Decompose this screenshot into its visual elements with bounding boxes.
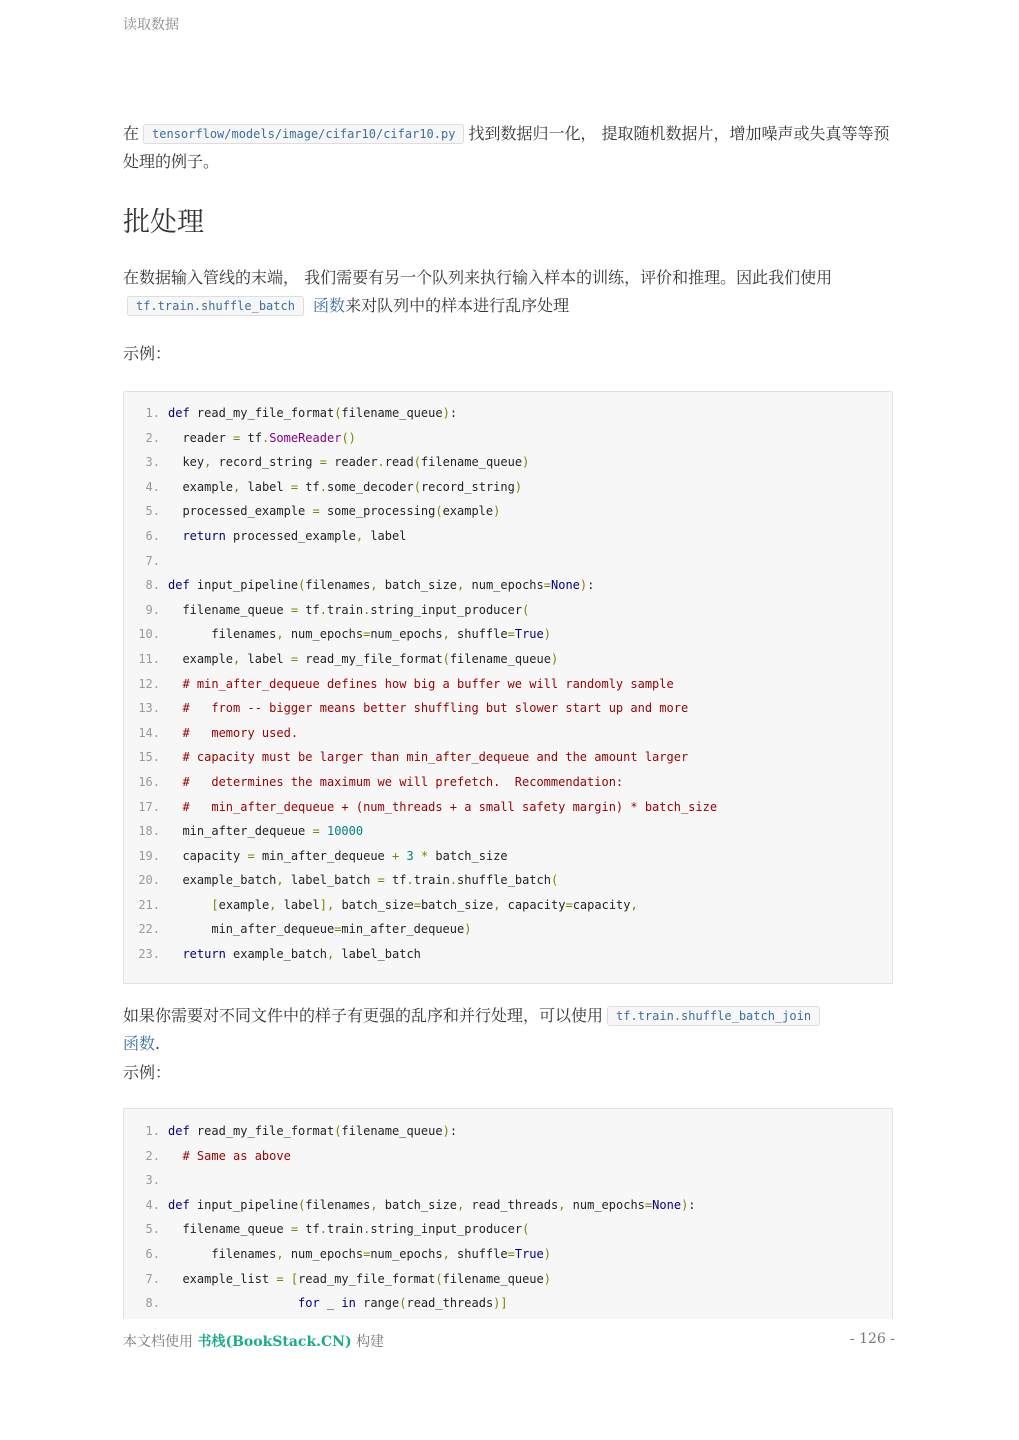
code-text: # memory used. [182,725,299,740]
inline-code-shuffle-batch-join: tf.train.shuffle_batch_join [607,1006,820,1026]
code-line [124,475,892,500]
code-text: example_batch, label_batch = tf.train.shuffle_batch( [168,873,559,888]
code-text: processed_example = some_processing(example) [168,504,501,519]
code-text: reader = tf.SomeReader() [168,430,356,445]
join-para-suffix: . [155,1034,161,1053]
code-line [124,499,892,524]
code-line [124,573,892,598]
code-text: example, label = tf.some_decoder(record_string) [168,479,523,494]
code-line [124,1144,892,1169]
code-text: example, label = read_my_file_format(filename_queue) [168,651,559,666]
code-text: for _ in range(read_threads)] [298,1296,508,1311]
footer-brand-link[interactable]: 书栈(BookStack.CN) [197,1334,352,1350]
line-number: 3. [145,455,160,470]
line-number: 23. [138,947,160,962]
code-line [124,549,892,574]
inline-code-shuffle-batch: tf.train.shuffle_batch [127,296,304,316]
code-line [124,1242,892,1267]
code-line [124,942,892,967]
code-line [124,1267,892,1292]
code-text: return processed_example, label [182,528,407,543]
code-line [124,598,892,623]
code-text: def input_pipeline(filenames, batch_size, num_epochs=None): [168,578,595,593]
code-text: # determines the maximum we will prefetch. Recommendation: [182,774,624,789]
code-line [124,672,892,697]
code-line [124,1193,892,1218]
function-link[interactable]: 函数 [313,296,346,315]
line-number: 12. [138,676,160,691]
code-text: min_after_dequeue = 10000 [168,824,364,839]
code-line [124,795,892,820]
inline-code-path: tensorflow/models/image/cifar10/cifar10.py [143,124,464,144]
code-line [124,1217,892,1242]
line-number: 15. [138,750,160,765]
line-number: 1. [145,406,160,420]
join-paragraph [123,1002,895,1058]
line-number: 13. [138,701,160,716]
example-label: 示例： [123,344,172,363]
line-number: 16. [138,774,160,789]
code-line [124,401,892,426]
code-line [124,844,892,869]
page-number: - 126 - [849,1331,895,1347]
code-text: # from -- bigger means better shuffling but slower start up and more [182,701,689,716]
code-text: filenames, num_epochs=num_epochs, shuffle=True) [168,627,551,642]
code-line [124,721,892,746]
footer [123,1331,384,1351]
code-block-shuffle-batch [123,391,893,984]
code-line [124,893,892,918]
code-line [124,426,892,451]
intro-paragraph [123,120,895,176]
line-number: 4. [145,1197,160,1212]
code-text: def read_my_file_format(filename_queue): [168,1124,458,1138]
code-line [124,1291,892,1316]
line-number: 8. [145,578,160,593]
code-line [124,868,892,893]
code-line [124,696,892,721]
code-text: [example, label], batch_size=batch_size, capacity=capacity, [211,897,638,912]
code-line [124,770,892,795]
line-number: 6. [145,528,160,543]
code-text: return example_batch, label_batch [182,947,421,962]
line-number: 22. [138,922,160,937]
line-number: 2. [145,1148,160,1163]
line-number: 4. [145,479,160,494]
section-title: 批处理 [123,207,204,238]
line-number: 21. [138,897,160,912]
code-text: # Same as above [182,1148,291,1163]
line-number: 5. [145,1222,160,1237]
line-number: 9. [145,602,160,617]
code-line [124,622,892,647]
code-text: capacity = min_after_dequeue + 3 * batch_size [168,848,508,863]
intro-suffix: 找到数据归一化， 提取随机数据片，增加噪声或失真等等预处理的例子。 [123,124,890,171]
code-line [124,819,892,844]
function-link-join[interactable]: 函数 [123,1034,156,1053]
footer-suffix: 构建 [356,1334,385,1350]
code-text: example_list = [read_my_file_format(filename_queue) [168,1271,551,1286]
code-line [124,1168,892,1193]
code-line [124,647,892,672]
line-number: 10. [138,627,160,642]
code-text: def input_pipeline(filenames, batch_size, read_threads, num_epochs=None): [168,1197,696,1212]
code-text: min_after_dequeue=min_after_dequeue) [168,922,472,937]
line-number: 11. [138,651,160,666]
code-text: filename_queue = tf.train.string_input_producer( [168,602,530,617]
code-text: # min_after_dequeue defines how big a buffer we will randomly sample [182,676,674,691]
line-number: 17. [138,799,160,814]
code-block-shuffle-batch-join [123,1108,893,1319]
batch-paragraph [123,264,895,320]
line-number: 20. [138,873,160,888]
code-text: # min_after_dequeue + (num_threads + a small safety margin) * batch_size [182,799,718,814]
line-number: 7. [145,553,160,568]
batch-para-prefix: 在数据输入管线的末端， 我们需要有另一个队列来执行输入样本的训练，评价和推理。因此我们使用 [123,268,833,287]
code-text: key, record_string = reader.read(filename_queue) [168,455,530,470]
line-number: 5. [145,504,160,519]
line-number: 1. [145,1124,160,1138]
code-text: # capacity must be larger than min_after_dequeue and the amount larger [182,750,689,765]
line-number: 19. [138,848,160,863]
line-number: 2. [145,430,160,445]
intro-prefix: 在 [123,124,140,143]
batch-para-suffix: 来对队列中的样本进行乱序处理 [345,296,570,315]
code-text: filename_queue = tf.train.string_input_producer( [168,1222,530,1237]
code-line [124,450,892,475]
code-line [124,524,892,549]
code-line [124,917,892,942]
line-number: 6. [145,1246,160,1261]
example-label-2: 示例： [123,1063,172,1082]
footer-prefix: 本文档使用 [123,1334,193,1350]
code-line [124,1119,892,1144]
code-text: filenames, num_epochs=num_epochs, shuffle=True) [168,1246,551,1261]
line-number: 7. [145,1271,160,1286]
join-para-prefix: 如果你需要对不同文件中的样子有更强的乱序和并行处理，可以使用 [123,1006,604,1025]
line-number: 14. [138,725,160,740]
line-number: 18. [138,824,160,839]
running-header: 读取数据 [123,17,179,33]
code-text: def read_my_file_format(filename_queue): [168,406,458,420]
line-number: 3. [145,1173,160,1188]
line-number: 8. [145,1296,160,1311]
code-line [124,745,892,770]
